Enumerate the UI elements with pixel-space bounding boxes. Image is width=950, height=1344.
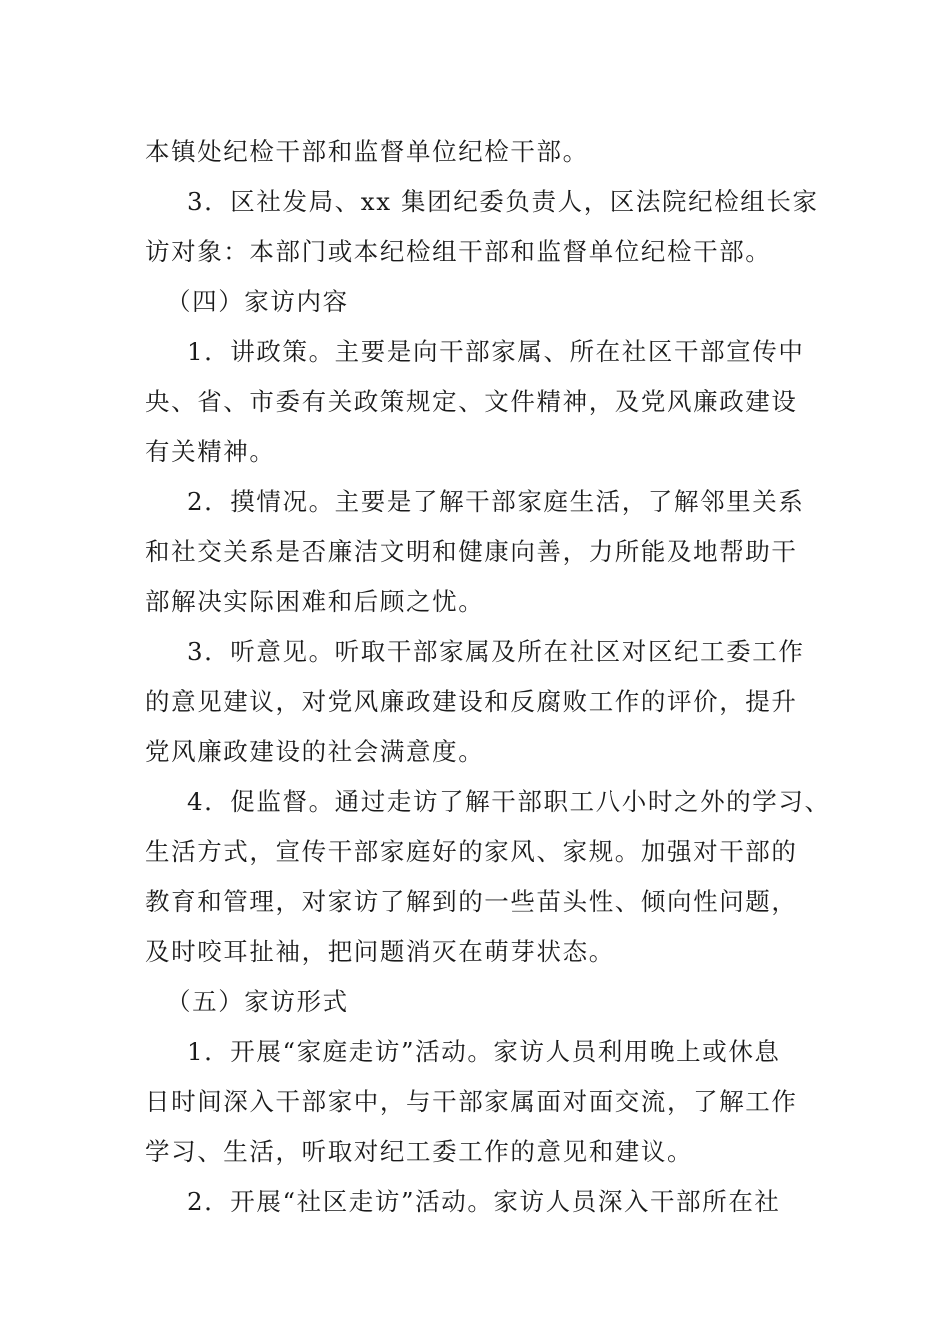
- text-line: 4．促监督。通过走访了解干部职工八小时之外的学习、: [187, 787, 831, 816]
- text-line: 教育和管理，对家访了解到的一些苗头性、倾向性问题，: [145, 887, 798, 916]
- text-line: 日时间深入干部家中，与干部家属面对面交流，了解工作: [145, 1087, 798, 1116]
- text-line: 部解决实际困难和后顾之忧。: [145, 587, 485, 616]
- text-line: 访对象：本部门或本纪检组干部和监督单位纪检干部。: [145, 237, 772, 266]
- section-heading: （四）家访内容: [166, 287, 349, 316]
- text-line: 党风廉政建设的社会满意度。: [145, 737, 485, 766]
- text-line: 1．讲政策。主要是向干部家属、所在社区干部宣传中: [187, 337, 805, 366]
- text-line: 3．区社发局、xx 集团纪委负责人，区法院纪检组长家: [187, 187, 819, 216]
- text-line: 及时咬耳扯袖，把问题消灭在萌芽状态。: [145, 937, 615, 966]
- text-line: 1．开展“家庭走访”活动。家访人员利用晚上或休息: [187, 1037, 781, 1066]
- section-heading: （五）家访形式: [166, 987, 349, 1016]
- text-line: 和社交关系是否廉洁文明和健康向善，力所能及地帮助干: [145, 537, 798, 566]
- text-line: 生活方式，宣传干部家庭好的家风、家规。加强对干部的: [145, 837, 798, 866]
- text-line: 2．开展“社区走访”活动。家访人员深入干部所在社: [187, 1187, 781, 1216]
- text-line: 本镇处纪检干部和监督单位纪检干部。: [145, 137, 589, 166]
- text-line: 2．摸情况。主要是了解干部家庭生活，了解邻里关系: [187, 487, 805, 516]
- text-line: 3．听意见。听取干部家属及所在社区对区纪工委工作: [187, 637, 805, 666]
- text-line: 学习、生活，听取对纪工委工作的意见和建议。: [145, 1137, 694, 1166]
- text-line: 的意见建议，对党风廉政建设和反腐败工作的评价，提升: [145, 687, 798, 716]
- text-line: 央、省、市委有关政策规定、文件精神，及党风廉政建设: [145, 387, 798, 416]
- text-line: 有关精神。: [145, 437, 276, 466]
